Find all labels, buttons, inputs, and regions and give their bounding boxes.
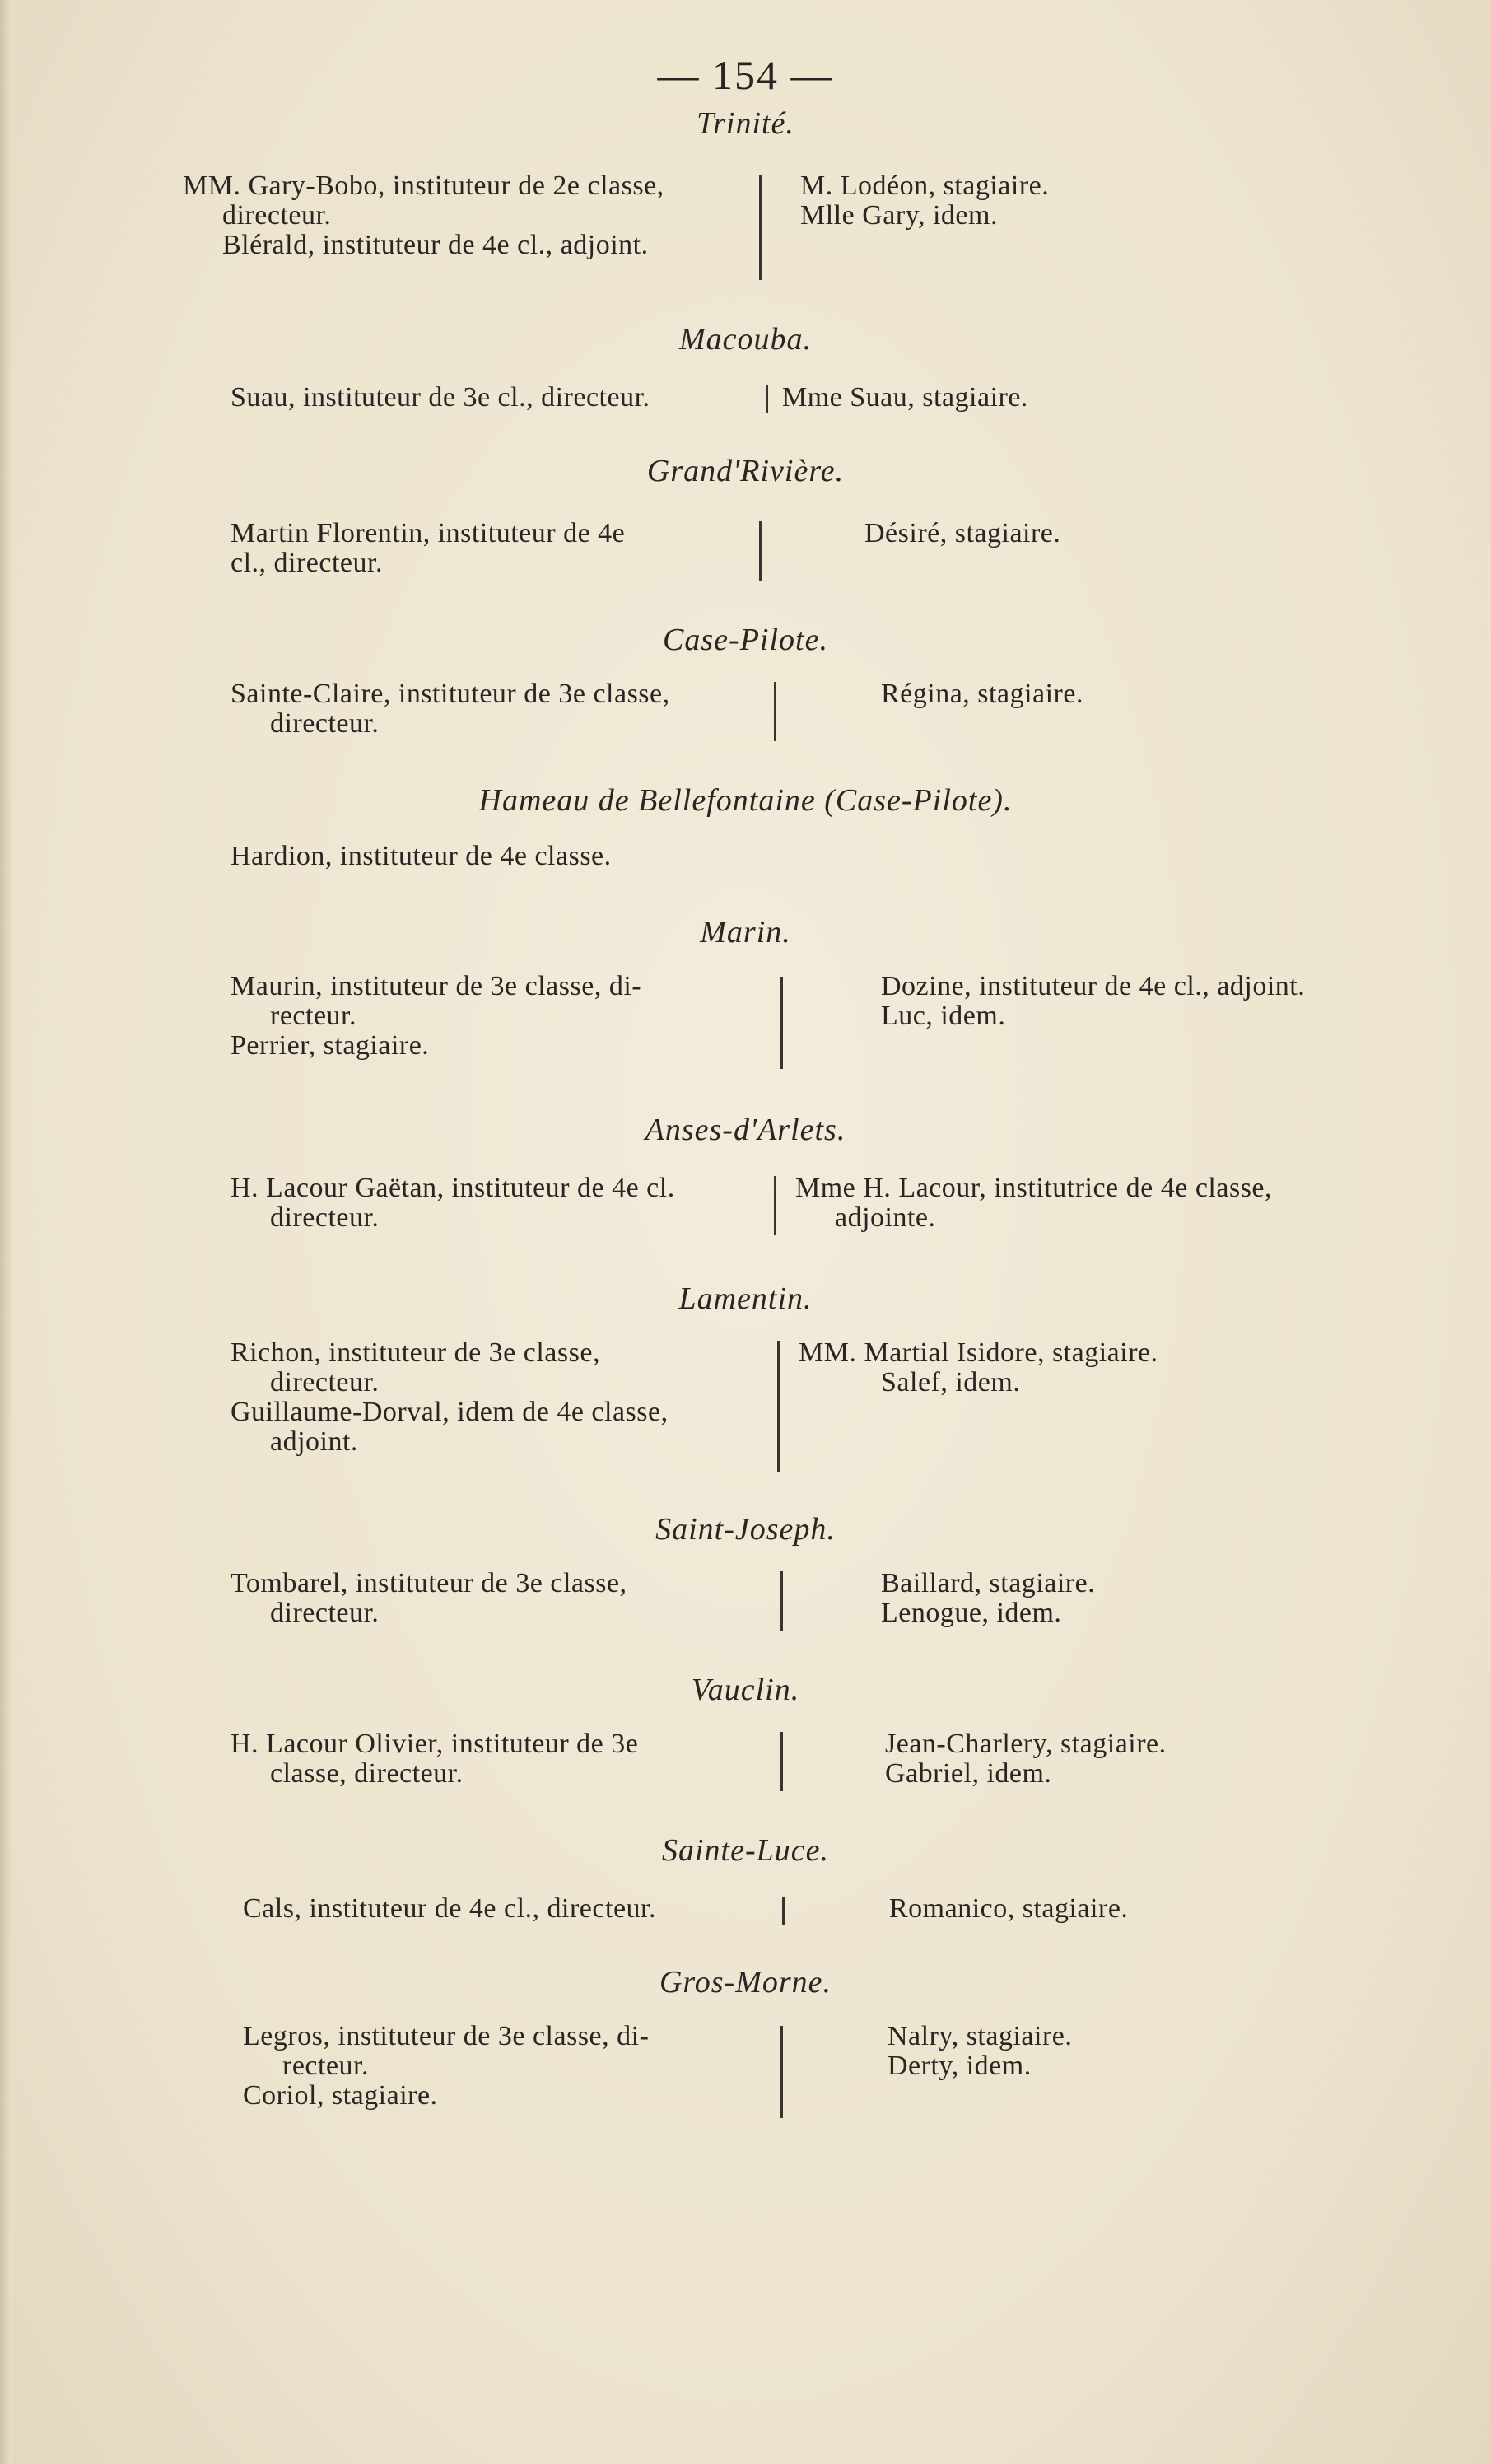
entry-line: Nalry, stagiaire. — [888, 2021, 1073, 2051]
entry-line: Jean-Charlery, stagiaire. — [885, 1729, 1167, 1759]
section-heading-lamentin: Lamentin. — [678, 1281, 813, 1316]
entry-line: recteur. — [282, 2051, 369, 2081]
entry-line: directeur. — [270, 1598, 380, 1628]
entry-line: directeur. — [222, 200, 332, 231]
section-saint-joseph-right — [881, 1569, 1095, 1628]
entry-line: Salef, idem. — [881, 1367, 1021, 1398]
entry-line: Richon, instituteur de 3e classe, — [231, 1337, 600, 1368]
section-heading-macouba: Macouba. — [678, 322, 813, 357]
section-heading-trinite: Trinité. — [697, 106, 794, 141]
section-gros-morne-right — [888, 2022, 1072, 2081]
section-grand-riviere-right — [864, 519, 1060, 548]
section-heading-gros-morne: Gros-Morne. — [659, 1965, 832, 2000]
column-rule — [780, 977, 783, 1069]
section-anses-darlets-left — [231, 1174, 675, 1233]
section-heading-bellefontaine: Hameau de Bellefontaine (Case-Pilote). — [478, 783, 1013, 818]
entry-line: Guillaume-Dorval, idem de 4e classe, — [231, 1397, 669, 1427]
column-rule — [759, 175, 762, 280]
entry-line: Désiré, stagiaire. — [864, 518, 1061, 548]
entry-line: directeur. — [270, 1367, 380, 1398]
section-heading-anses-darlets: Anses-d'Arlets. — [645, 1113, 846, 1147]
section-sainte-luce-left — [243, 1894, 656, 1924]
column-rule — [780, 2026, 783, 2118]
entry-line: Blérald, instituteur de 4e cl., adjoint. — [222, 230, 649, 260]
entry-line: Lenogue, idem. — [881, 1598, 1062, 1628]
entry-line: Gabriel, idem. — [885, 1758, 1052, 1789]
section-lamentin-right — [799, 1338, 1158, 1398]
section-trinite-left — [183, 171, 664, 260]
page-number: — 154 — — [657, 52, 834, 98]
entry-line: MM. Martial Isidore, stagiaire. — [799, 1337, 1158, 1368]
entry-line: M. Lodéon, stagiaire. — [800, 170, 1050, 201]
section-anses-darlets-right — [795, 1174, 1272, 1233]
entry-line: Martin Florentin, instituteur de 4e — [231, 518, 626, 548]
entry-line: Mme H. Lacour, institutrice de 4e classe, — [795, 1173, 1273, 1203]
section-grand-riviere-left — [231, 519, 625, 578]
page-edge — [0, 0, 13, 2464]
section-case-pilote-right — [881, 679, 1083, 709]
entry-line: Dozine, instituteur de 4e cl., adjoint. — [881, 971, 1306, 1001]
entry-line: Hardion, instituteur de 4e classe. — [231, 841, 612, 871]
column-rule — [782, 1897, 785, 1925]
section-macouba-right — [782, 383, 1028, 413]
entry-line: H. Lacour Gaëtan, instituteur de 4e cl. — [231, 1173, 675, 1203]
entry-line: Tombarel, instituteur de 3e classe, — [231, 1568, 627, 1598]
section-trinite-right — [800, 171, 1049, 231]
entry-line: MM. Gary-Bobo, instituteur de 2e classe, — [183, 170, 664, 201]
section-marin-left — [231, 972, 641, 1061]
section-vauclin-left — [231, 1729, 638, 1789]
entry-line: Romanico, stagiaire. — [889, 1893, 1129, 1924]
entry-line: Régina, stagiaire. — [881, 679, 1083, 709]
entry-line: directeur. — [270, 708, 380, 739]
entry-line: H. Lacour Olivier, instituteur de 3e — [231, 1729, 639, 1759]
section-heading-grand-riviere: Grand'Rivière. — [646, 454, 845, 488]
entry-line: adjointe. — [835, 1202, 936, 1233]
section-vauclin-right — [885, 1729, 1167, 1789]
section-heading-saint-joseph: Saint-Joseph. — [655, 1512, 836, 1547]
entry-line: Mme Suau, stagiaire. — [782, 382, 1028, 413]
column-rule — [780, 1732, 783, 1791]
column-rule — [766, 385, 768, 413]
column-rule — [774, 682, 776, 741]
section-gros-morne-left — [243, 2022, 649, 2111]
entry-line: Luc, idem. — [881, 1001, 1006, 1031]
section-heading-case-pilote: Case-Pilote. — [663, 623, 828, 657]
entry-line: classe, directeur. — [270, 1758, 464, 1789]
entry-line: Suau, instituteur de 3e cl., directeur. — [231, 382, 650, 413]
section-heading-marin: Marin. — [700, 915, 791, 950]
entry-line: Perrier, stagiaire. — [231, 1030, 430, 1061]
entry-line: Legros, instituteur de 3e classe, di- — [243, 2021, 650, 2051]
entry-line: Mlle Gary, idem. — [800, 200, 998, 231]
section-lamentin-left — [231, 1338, 669, 1457]
column-rule — [774, 1176, 776, 1235]
entry-line: Sainte-Claire, instituteur de 3e classe, — [231, 679, 670, 709]
entry-line: recteur. — [270, 1001, 356, 1031]
column-rule — [759, 521, 762, 581]
entry-line: Baillard, stagiaire. — [881, 1568, 1096, 1598]
entry-line: Cals, instituteur de 4e cl., directeur. — [243, 1893, 656, 1924]
section-case-pilote-left — [231, 679, 670, 739]
column-rule — [780, 1571, 783, 1631]
section-heading-sainte-luce: Sainte-Luce. — [661, 1833, 829, 1868]
section-macouba-left — [231, 383, 650, 413]
entry-line: directeur. — [270, 1202, 380, 1233]
section-heading-vauclin: Vauclin. — [691, 1673, 800, 1707]
column-rule — [777, 1341, 780, 1472]
section-sainte-luce-right — [889, 1894, 1128, 1924]
entry-line: cl., directeur. — [231, 548, 383, 578]
entry-line: Maurin, instituteur de 3e classe, di- — [231, 971, 642, 1001]
section-saint-joseph-left — [231, 1569, 627, 1628]
entry-line: Derty, idem. — [888, 2051, 1032, 2081]
section-marin-right — [881, 972, 1305, 1031]
entry-line: adjoint. — [270, 1426, 358, 1457]
entry-line: Coriol, stagiaire. — [243, 2080, 438, 2111]
